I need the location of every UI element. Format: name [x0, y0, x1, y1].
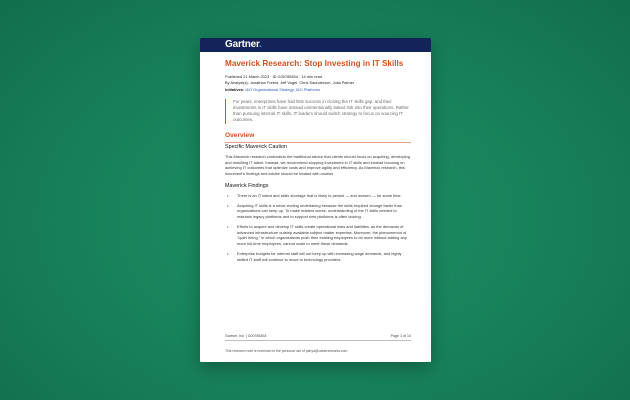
- analysts-line: By Analyst(s): Jonathan Forest, Jeff Vogel, Chris Saunderson, Julia Palmer: [225, 79, 355, 85]
- findings-list: [225, 193, 411, 262]
- overview-heading: Overview: [225, 131, 255, 139]
- bullet-icon: •: [227, 250, 229, 256]
- footer-page-number: Page 1 of 14: [390, 334, 411, 338]
- list-item: • Efforts to acquire and develop IT skills create operational risks and liabilities, as the demands of advanced infrastructure outstrip available subject matter expertise. Moreover, the phenomenon of "quiet hiring," in which organizations push their existing employees to do more without adding any more full-time employees, cannot scale to meet these demands.: [227, 224, 407, 246]
- initiatives-line: [225, 87, 411, 93]
- list-item: • Acquiring IT skills is a never-ending undertaking because the skills required change faster than organizations can keep up. To make matters worse, understanding of the IT skills needed to maintain legacy platforms and to support new platforms is often lacking.: [227, 202, 402, 219]
- bullet-icon: •: [227, 202, 229, 208]
- footer-usage-note: This research note is restricted to the personal use of yahya@cablenetworks.com.: [225, 348, 349, 353]
- footer-doc-id: Gartner, Inc. | G00785454: [225, 334, 267, 338]
- bullet-icon: •: [227, 224, 229, 230]
- document-body: [200, 52, 431, 262]
- initiatives-link[interactable]: I&O Organizational Strategy; I&O Platforms: [245, 87, 321, 92]
- footer-divider: [225, 340, 411, 341]
- published-line: Published 21 March 2023 · ID G00785454 · 14 min read: [225, 74, 322, 79]
- initiatives-label: Initiatives:: [225, 87, 245, 92]
- document-preview: [200, 38, 431, 362]
- summary-callout: For years, enterprises have had little success in closing the IT skills gap, and their investments in IT skills have instead unintentionally baked risk into their operations. Rather than pursuing internal IT skills, IT leaders should switch strategy to focus on sourcing IT outcomes.: [225, 99, 411, 124]
- findings-heading: Maverick Findings: [225, 182, 269, 189]
- page-footer: [225, 334, 411, 353]
- caution-heading: Specific Maverick Caution: [225, 144, 288, 151]
- document-title: Maverick Research: Stop Investing in IT Skills: [225, 59, 404, 68]
- caution-paragraph: This Maverick research contradicts the traditional advice that clients should focus on acquiring, developing and reskilling IT talent. Instead, we recommend stopping investment in IT skills and instead focusing on achieving IT outcomes that optimize costs and improve agility and efficiency. As Maverick research, this document's findings and advice should be treated with caution.: [225, 154, 410, 177]
- gartner-logo: Gartner.: [225, 39, 262, 50]
- brand-header-bar: [200, 38, 431, 52]
- list-item: • Enterprise budgets for internal staff will not keep up with increasing wage demands, and highly skilled IT staff will continue to move to technology providers.: [227, 250, 402, 262]
- list-item: • There is an IT talent and skills shortage that is likely to persist — and worsen — for some time.: [227, 192, 402, 198]
- overview-divider: [225, 142, 411, 143]
- bullet-icon: •: [227, 192, 229, 198]
